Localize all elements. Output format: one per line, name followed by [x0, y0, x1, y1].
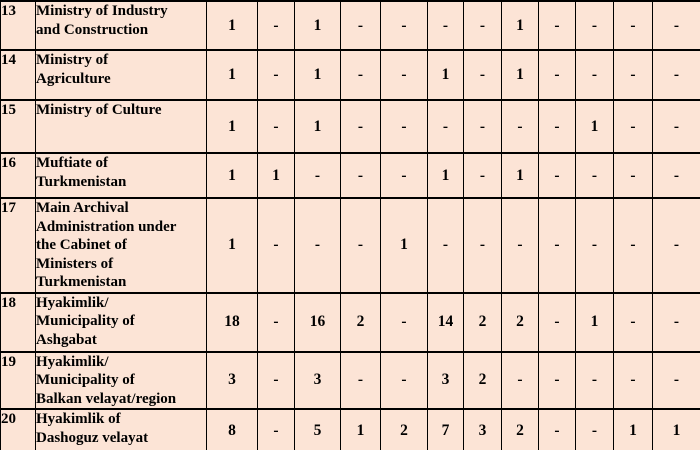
value-cell: - [539, 1, 576, 50]
organization-name-cell: Main Archival Administration under the Cabinet of Ministers of Turkmenistan [36, 198, 207, 293]
value-cell: 2 [502, 293, 539, 352]
value-cell: 3 [295, 352, 341, 410]
value-cell: 2 [464, 352, 502, 410]
table-row [1, 50, 700, 100]
value-cell: 1 [576, 100, 614, 153]
value-cell: - [653, 153, 700, 198]
value-cell: 3 [207, 352, 258, 410]
value-cell: - [428, 1, 464, 50]
row-number-cell: 20 [1, 409, 36, 450]
value-cell: 2 [381, 409, 428, 450]
value-cell: 1 [428, 153, 464, 198]
table-row [1, 153, 700, 198]
value-cell: - [381, 50, 428, 100]
value-cell: - [464, 100, 502, 153]
value-cell: - [653, 293, 700, 352]
value-cell: - [464, 50, 502, 100]
value-cell: 1 [381, 198, 428, 293]
value-cell: - [576, 50, 614, 100]
value-cell: 7 [428, 409, 464, 450]
organization-name-cell: Hyakimlik/ Municipality of Ashgabat [36, 293, 207, 352]
value-cell: - [539, 352, 576, 410]
value-cell: - [576, 153, 614, 198]
table-row [1, 1, 700, 50]
row-number-cell: 14 [1, 50, 36, 100]
value-cell: - [653, 198, 700, 293]
value-cell: - [428, 100, 464, 153]
value-cell: - [502, 198, 539, 293]
table-row [1, 198, 700, 293]
organization-name-cell: Muftiate of Turkmenistan [36, 153, 207, 198]
value-cell: 2 [464, 293, 502, 352]
value-cell: 1 [207, 50, 258, 100]
row-number-cell: 16 [1, 153, 36, 198]
value-cell: 2 [502, 409, 539, 450]
table-row [1, 100, 700, 153]
value-cell: - [258, 293, 295, 352]
row-number-cell: 13 [1, 1, 36, 50]
value-cell: - [341, 198, 381, 293]
value-cell: - [653, 100, 700, 153]
value-cell: 1 [341, 409, 381, 450]
value-cell: - [295, 153, 341, 198]
value-cell: 1 [295, 100, 341, 153]
value-cell: 3 [428, 352, 464, 410]
value-cell: - [341, 352, 381, 410]
value-cell: - [539, 50, 576, 100]
value-cell: 18 [207, 293, 258, 352]
organization-name-cell: Ministry of Agriculture [36, 50, 207, 100]
value-cell: 1 [258, 153, 295, 198]
row-number-cell: 15 [1, 100, 36, 153]
value-cell: 3 [464, 409, 502, 450]
value-cell: - [576, 352, 614, 410]
value-cell: - [539, 153, 576, 198]
value-cell: - [614, 198, 653, 293]
organization-name-cell: Hyakimlik/ Municipality of Balkan velayat/region [36, 352, 207, 410]
value-cell: - [614, 100, 653, 153]
value-cell: - [539, 409, 576, 450]
value-cell: - [258, 50, 295, 100]
value-cell: 1 [207, 198, 258, 293]
value-cell: - [464, 198, 502, 293]
value-cell: 1 [295, 50, 341, 100]
value-cell: 1 [207, 153, 258, 198]
value-cell: - [653, 1, 700, 50]
value-cell: - [258, 100, 295, 153]
value-cell: 16 [295, 293, 341, 352]
value-cell: - [576, 1, 614, 50]
value-cell: - [464, 1, 502, 50]
value-cell: - [381, 293, 428, 352]
value-cell: - [258, 409, 295, 450]
value-cell: - [341, 100, 381, 153]
value-cell: - [502, 100, 539, 153]
value-cell: - [381, 153, 428, 198]
value-cell: - [258, 198, 295, 293]
value-cell: 5 [295, 409, 341, 450]
value-cell: - [576, 409, 614, 450]
value-cell: - [614, 352, 653, 410]
value-cell: - [258, 352, 295, 410]
value-cell: 1 [502, 1, 539, 50]
table-row [1, 293, 700, 352]
value-cell: 1 [576, 293, 614, 352]
value-cell: 8 [207, 409, 258, 450]
value-cell: - [539, 293, 576, 352]
value-cell: - [614, 1, 653, 50]
value-cell: - [539, 100, 576, 153]
value-cell: 1 [295, 1, 341, 50]
value-cell: 14 [428, 293, 464, 352]
row-number-cell: 18 [1, 293, 36, 352]
value-cell: - [341, 50, 381, 100]
value-cell: - [464, 153, 502, 198]
value-cell: - [614, 293, 653, 352]
value-cell: 1 [502, 153, 539, 198]
value-cell: 1 [653, 409, 700, 450]
value-cell: - [295, 198, 341, 293]
row-number-cell: 19 [1, 352, 36, 410]
table-row [1, 409, 700, 450]
value-cell: - [614, 153, 653, 198]
value-cell: - [341, 153, 381, 198]
value-cell: 1 [614, 409, 653, 450]
value-cell: - [381, 352, 428, 410]
value-cell: - [381, 100, 428, 153]
value-cell: 1 [502, 50, 539, 100]
value-cell: 1 [207, 100, 258, 153]
table-row [1, 352, 700, 410]
value-cell: - [381, 1, 428, 50]
value-cell: - [428, 198, 464, 293]
value-cell: - [341, 1, 381, 50]
organization-name-cell: Hyakimlik of Dashoguz velayat [36, 409, 207, 450]
organization-name-cell: Ministry of Culture [36, 100, 207, 153]
value-cell: - [576, 198, 614, 293]
value-cell: 1 [428, 50, 464, 100]
value-cell: 1 [207, 1, 258, 50]
organization-name-cell: Ministry of Industry and Construction [36, 1, 207, 50]
value-cell: - [539, 198, 576, 293]
value-cell: 2 [341, 293, 381, 352]
value-cell: - [614, 50, 653, 100]
row-number-cell: 17 [1, 198, 36, 293]
value-cell: - [502, 352, 539, 410]
value-cell: - [258, 1, 295, 50]
value-cell: - [653, 50, 700, 100]
value-cell: - [653, 352, 700, 410]
